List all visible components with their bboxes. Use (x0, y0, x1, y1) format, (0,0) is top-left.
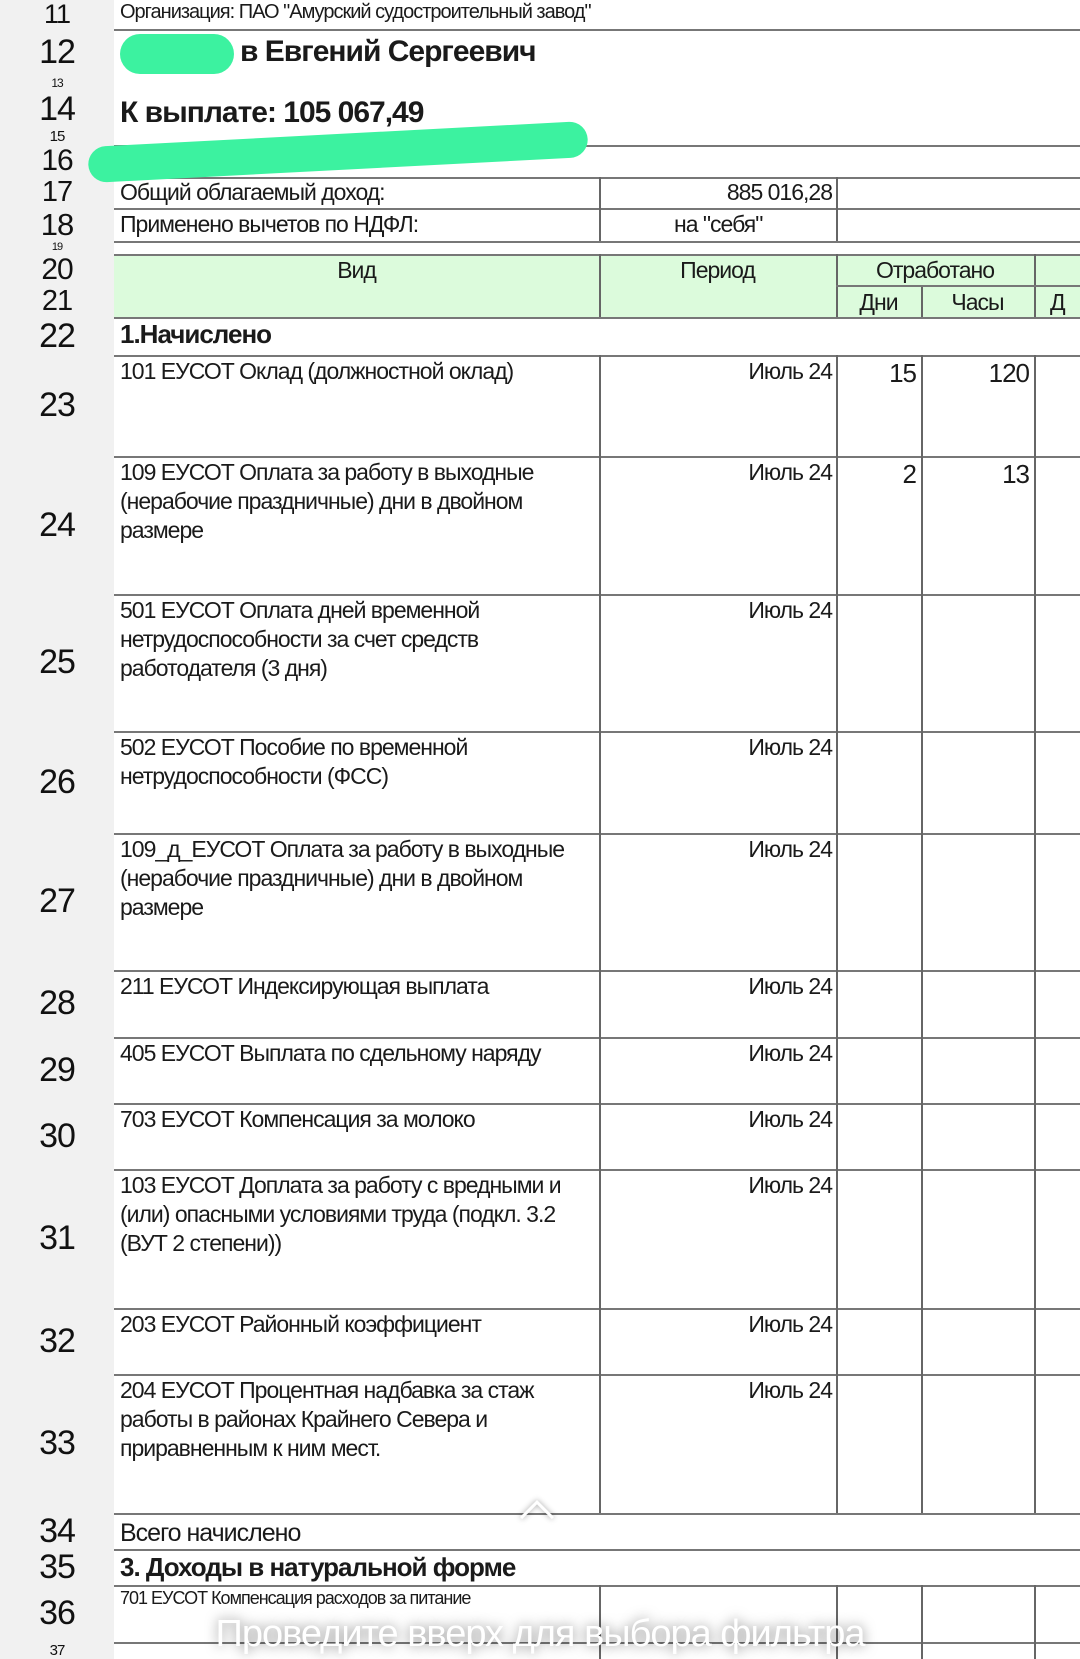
row-number: 33 (39, 1424, 75, 1462)
row-period: Июль 24 (748, 459, 832, 485)
row-period: Июль 24 (748, 1172, 832, 1198)
row-days: 2 (902, 459, 916, 489)
row-number: 23 (39, 386, 75, 424)
grid-line (921, 355, 923, 1513)
taxable-income-value: 885 016,28 (726, 179, 832, 205)
deductions-value: на "себя" (674, 211, 763, 237)
employee-name: в Евгений Сергеевич (240, 35, 536, 68)
grid-line (114, 29, 1080, 31)
row-number: 18 (40, 207, 74, 242)
header-d: Д (1050, 289, 1065, 315)
row-number: 13 (51, 76, 63, 90)
chevron-up-icon[interactable] (520, 1500, 554, 1534)
row-period: Июль 24 (748, 1311, 832, 1337)
grid-line (114, 1549, 1080, 1551)
row-number: 28 (39, 984, 75, 1022)
row-number: 30 (39, 1117, 75, 1155)
header-hours: Часы (951, 289, 1004, 315)
row-number: 21 (41, 285, 73, 317)
taxable-income-label: Общий облагаемый доход: (120, 179, 385, 205)
row-number: 15 (49, 128, 65, 145)
grid-line (836, 355, 838, 1513)
total-accrued: Всего начислено (120, 1519, 301, 1547)
row-period: Июль 24 (748, 1106, 832, 1132)
grid-line (836, 177, 838, 241)
row-vid: 101 ЕУСОТ Оклад (должностной оклад) (120, 358, 514, 384)
row-number: 20 (41, 253, 73, 286)
header-vid: Вид (337, 257, 376, 283)
row-number: 29 (39, 1051, 75, 1089)
row-number: 36 (39, 1594, 75, 1632)
row-vid: 109 ЕУСОТ Оплата за работу в выходные (нерабочие праздничные) дни в двойном размере (120, 459, 534, 543)
row-number: 25 (39, 643, 75, 681)
header-period: Период (680, 257, 755, 283)
row-number: 19 (51, 241, 63, 253)
organization-label: Организация: ПАО "Амурский судостроительный завод" (120, 1, 591, 23)
row-number: 27 (39, 882, 75, 920)
row-number: 12 (39, 33, 75, 71)
section-accrued: 1.Начислено (120, 319, 272, 349)
row-number: 14 (39, 90, 75, 128)
row-number: 26 (39, 763, 75, 801)
row-period: Июль 24 (748, 1040, 832, 1066)
row-vid: 405 ЕУСОТ Выплата по сдельному наряду (120, 1040, 541, 1066)
row-period: Июль 24 (748, 836, 832, 862)
row-period: Июль 24 (748, 1377, 832, 1403)
row-number: 35 (39, 1548, 75, 1586)
swipe-filter-hint: Проведите вверх для выбора фильтра (215, 1613, 865, 1655)
row-number: 17 (41, 176, 73, 208)
header-days: Дни (859, 289, 898, 315)
row-vid: 211 ЕУСОТ Индексирующая выплата (120, 973, 489, 999)
row-vid: 109_д_ЕУСОТ Оплата за работу в выходные (нерабочие праздничные) дни в двойном размере (120, 836, 565, 920)
row-vid: 703 ЕУСОТ Компенсация за молоко (120, 1106, 475, 1132)
row-number: 11 (43, 0, 71, 29)
row-number: 34 (39, 1512, 75, 1550)
section-natural-income: 3. Доходы в натуральной форме (120, 1552, 516, 1582)
grid-line (114, 1513, 1080, 1515)
grid-line (836, 285, 1080, 287)
row-vid: 502 ЕУСОТ Пособие по временной нетрудоспособности (ФСС) (120, 734, 468, 789)
row-hours: 13 (1002, 459, 1029, 489)
row-number: 22 (39, 317, 75, 355)
row-number: 16 (41, 144, 73, 177)
row-36-vid: 701 ЕУСОТ Компенсация расходов за питание (120, 1588, 471, 1608)
row-vid: 203 ЕУСОТ Районный коэффициент (120, 1311, 481, 1337)
row-hours: 120 (988, 358, 1029, 388)
grid-line (114, 241, 1080, 243)
row-days: 15 (889, 358, 916, 388)
deductions-label: Применено вычетов по НДФЛ: (120, 211, 419, 237)
grid-line (1034, 355, 1036, 1513)
row-period: Июль 24 (748, 734, 832, 760)
header-worked: Отработано (875, 257, 995, 283)
row-period: Июль 24 (748, 358, 832, 384)
row-number: 32 (39, 1322, 75, 1360)
row-number: 37 (49, 1642, 65, 1659)
row-vid: 204 ЕУСОТ Процентная надбавка за стаж работы в районах Крайнего Севера и приравненным к ним мест. (120, 1377, 534, 1461)
row-number: 24 (39, 506, 75, 544)
to-pay-amount: К выплате: 105 067,49 (120, 96, 424, 129)
redaction-mark (120, 34, 234, 74)
row-period: Июль 24 (748, 973, 832, 999)
grid-line (599, 355, 601, 1513)
row-vid: 501 ЕУСОТ Оплата дней временной нетрудоспособности за счет средств работодателя (3 дня) (120, 597, 480, 681)
row-number: 31 (39, 1219, 75, 1257)
row-vid: 103 ЕУСОТ Доплата за работу с вредными и (или) опасными условиями труда (подкл. 3.2 (ВУТ 2 степени)) (120, 1172, 561, 1256)
row-period: Июль 24 (748, 597, 832, 623)
